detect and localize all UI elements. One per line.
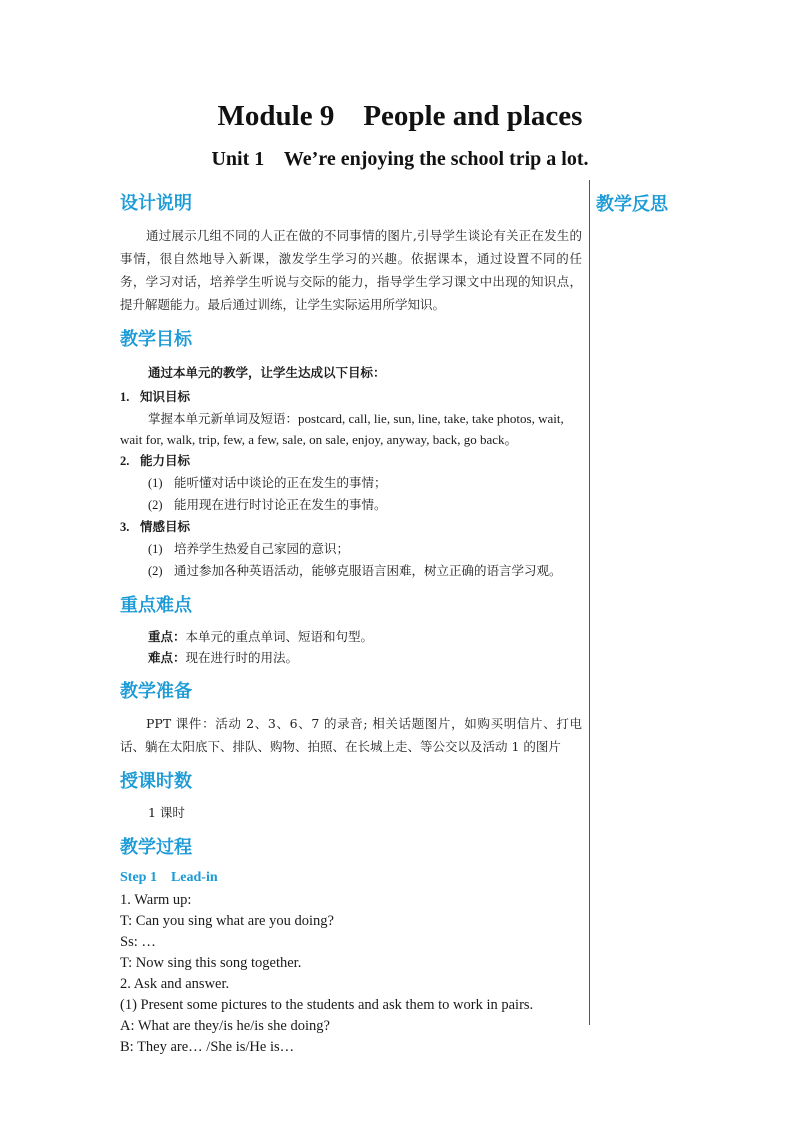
emotion-item	[148, 560, 582, 582]
ability-goal-number: 2.	[120, 454, 130, 468]
emotion-goal-number: 3.	[120, 520, 130, 534]
main-column	[120, 180, 582, 1058]
emotion-item-index: (2)	[148, 564, 163, 578]
knowledge-goal-number: 1.	[120, 390, 130, 404]
keypoints-heading: 重点难点	[120, 595, 192, 616]
goals-heading: 教学目标	[120, 329, 192, 350]
difficult-point	[148, 647, 582, 668]
step-heading: Step 1 Lead-in	[120, 870, 218, 885]
hours-heading: 授课时数	[120, 771, 192, 792]
design-heading: 设计说明	[120, 193, 192, 214]
page-title: Module 9 People and places	[217, 100, 583, 132]
process-line: T: Can you sing what are you doing?	[120, 913, 334, 929]
ability-item-text: 能听懂对话中谈论的正在发生的事情；	[174, 475, 387, 490]
ability-goal-heading	[120, 450, 582, 472]
difficult-point-text: 现在进行时的用法。	[185, 650, 299, 665]
goals-lead: 通过本单元的教学，让学生达成以下目标：	[148, 365, 386, 380]
process-line: B: They are… /She is/He is…	[120, 1039, 295, 1055]
process-heading: 教学过程	[120, 837, 192, 858]
prep-heading: 教学准备	[120, 681, 192, 702]
knowledge-goal-label: 知识目标	[140, 389, 191, 404]
vocab-intro: 掌握本单元新单词及短语：	[148, 411, 299, 426]
reflection-heading: 教学反思	[596, 194, 668, 215]
emotion-item	[148, 538, 582, 560]
knowledge-goal-heading	[120, 386, 582, 408]
prep-text: PPT 课件：活动 2、3、6、7 的录音; 相关话题图片，如购买明信片、打电话、躺在太阳底下、排队、购物、拍照、在长城上走、等公交以及活动 1 的图片	[120, 716, 582, 754]
design-text: 通过展示几组不同的人正在做的不同事情的图片,引导学生谈论有关正在发生的事情，很自然地导入新课，激发学生学习的兴趣。依据课本，通过设置不同的任务，学习对话，培养学生听说与交际的能力，指导学生学习课文中出现的知识点，提升解题能力。最后通过训练，让学生实际运用所学知识。	[120, 228, 582, 312]
emotion-item-text: 培养学生热爱自己家园的意识；	[174, 541, 350, 556]
process-line: 1. Warm up:	[120, 892, 192, 908]
process-line: T: Now sing this song together.	[120, 955, 302, 971]
emotion-item-text: 通过参加各种英语活动，能够克服语言困难，树立正确的语言学习观。	[174, 563, 562, 578]
process-line: A: What are they/is he/is she doing?	[120, 1018, 330, 1034]
emotion-item-index: (1)	[148, 542, 163, 556]
hours-text: 1 课时	[148, 805, 185, 820]
emotion-goal-heading	[120, 516, 582, 538]
ability-item	[148, 472, 582, 494]
ability-item	[148, 494, 582, 516]
ability-item-text: 能用现在进行时讨论正在发生的事情。	[174, 497, 387, 512]
ability-goal-label: 能力目标	[140, 453, 191, 468]
key-point-label: 重点：	[148, 629, 186, 644]
ability-item-index: (2)	[148, 498, 163, 512]
difficult-point-label: 难点：	[148, 650, 186, 665]
ability-item-index: (1)	[148, 476, 163, 490]
key-point	[148, 626, 582, 647]
key-point-text: 本单元的重点单词、短语和句型。	[185, 629, 374, 644]
process-line: (1) Present some pictures to the students and ask them to work in pairs.	[120, 997, 534, 1013]
process-line: 2. Ask and answer.	[120, 976, 230, 992]
vocab-list	[120, 408, 582, 450]
process-line: Ss: …	[120, 934, 156, 950]
emotion-goal-label: 情感目标	[140, 519, 191, 534]
column-divider	[589, 180, 590, 1025]
vocab-words: postcard, call, lie, sun, line, take, take photos, wait, wait for, walk, trip, few, a few, sale, on sale, enjoy, anyway, back, go back。	[120, 411, 564, 447]
page-subtitle: Unit 1 We’re enjoying the school trip a lot.	[211, 148, 589, 170]
